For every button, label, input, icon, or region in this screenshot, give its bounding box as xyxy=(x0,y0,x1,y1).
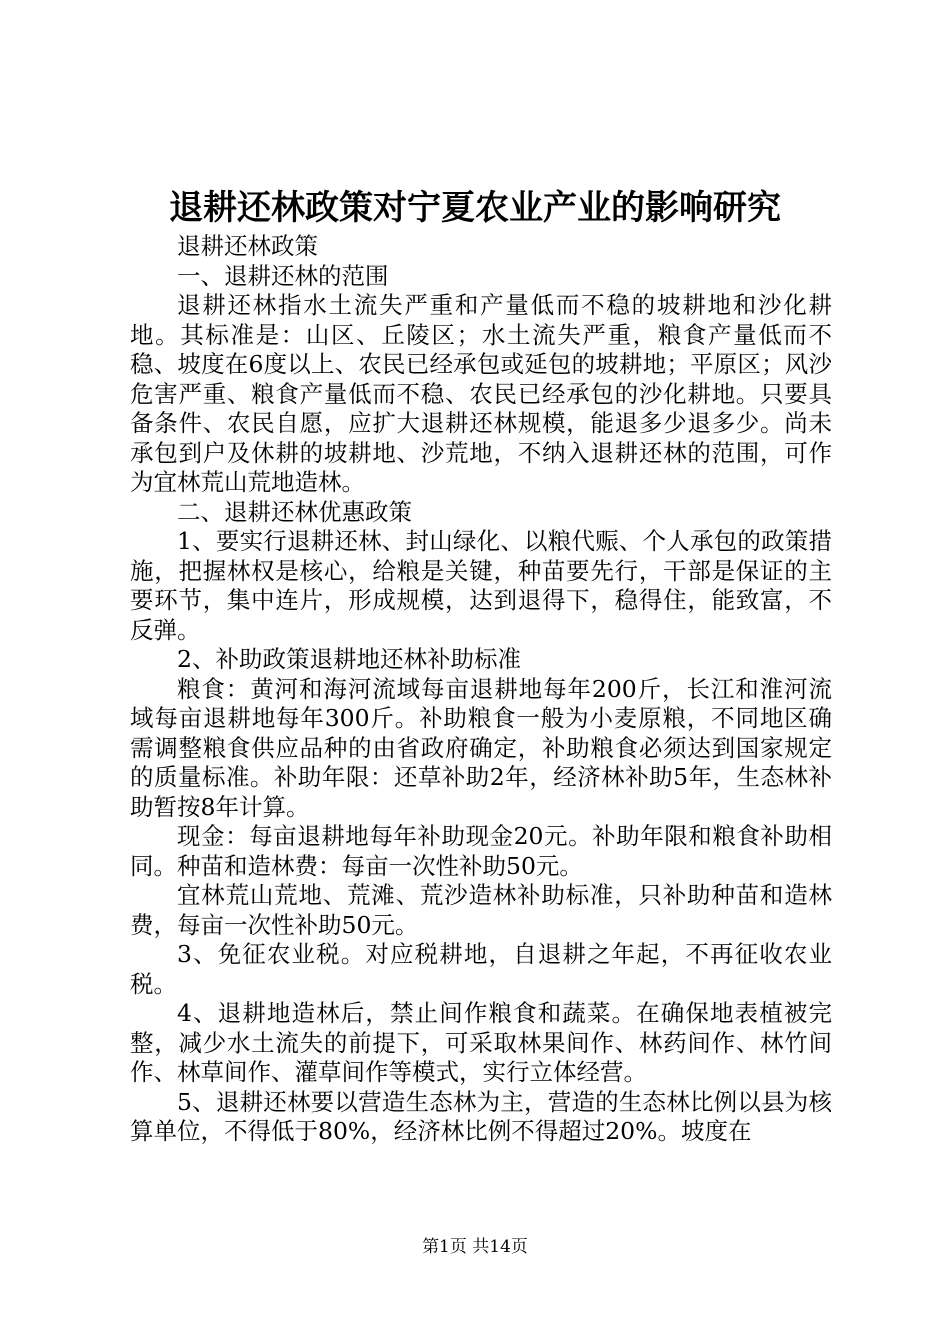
paragraph-scope-definition: 退耕还林指水土流失严重和产量低而不稳的坡耕地和沙化耕地。其标准是：山区、丘陵区；水土流失严重，粮食产量低而不稳、坡度在6度以上、农民已经承包或延包的坡耕地；平原区；风沙危害严重、粮食产量低而不稳、农民已经承包的沙化耕地。只要具备条件、农民自愿，应扩大退耕还林规模，能退多少退多少。尚未承包到户及休耕的坡耕地、沙荒地，不纳入退耕还林的范围，可作为宜林荒山荒地造林。 xyxy=(130,291,832,496)
paragraph-cash-subsidy: 现金：每亩退耕地每年补助现金20元。补助年限和粮食补助相同。种苗和造林费：每亩一次性补助50元。 xyxy=(130,822,832,880)
paragraph-section-scope: 一、退耕还林的范围 xyxy=(177,261,389,290)
page-number-footer: 第1页 共14页 xyxy=(422,1237,528,1257)
paragraph-policy-item-2: 2、补助政策退耕地还林补助标准 xyxy=(177,645,521,673)
paragraph-section-preferential-policy: 二、退耕还林优惠政策 xyxy=(177,497,412,526)
document-title: 退耕还林政策对宁夏农业产业的影响研究 xyxy=(169,188,781,228)
paragraph-policy-item-4: 4、退耕地造林后，禁止间作粮食和蔬菜。在确保地表植被完整，减少水土流失的前提下，可采取林果间作、林药间作、林竹间作、林草间作、灌草间作等模式，实行立体经营。 xyxy=(130,999,832,1086)
paragraph-policy-heading: 退耕还林政策 xyxy=(177,232,318,260)
paragraph-barren-land-subsidy: 宜林荒山荒地、荒滩、荒沙造林补助标准，只补助种苗和造林费，每亩一次性补助50元。 xyxy=(130,881,832,939)
paragraph-policy-item-3: 3、免征农业税。对应税耕地，自退耕之年起，不再征收农业税。 xyxy=(130,940,832,998)
document-body xyxy=(130,232,832,1147)
paragraph-policy-item-5: 5、退耕还林要以营造生态林为主，营造的生态林比例以县为核算单位，不得低于80%，经济林比例不得超过20%。坡度在 xyxy=(130,1087,832,1145)
paragraph-policy-item-1: 1、要实行退耕还林、封山绿化、以粮代赈、个人承包的政策措施，把握林权是核心，给粮是关键，种苗要先行，干部是保证的主要环节，集中连片，形成规模，达到退得下，稳得住，能致富，不反弹。 xyxy=(130,527,832,644)
paragraph-grain-subsidy: 粮食：黄河和海河流域每亩退耕地每年200斤，长江和淮河流域每亩退耕地每年300斤。补助粮食一般为小麦原粮，不同地区确需调整粮食供应品种的由省政府确定，补助粮食必须达到国家规定的质量标准。补助年限：还草补助2年，经济林补助5年，生态林补助暂按8年计算。 xyxy=(130,674,832,821)
